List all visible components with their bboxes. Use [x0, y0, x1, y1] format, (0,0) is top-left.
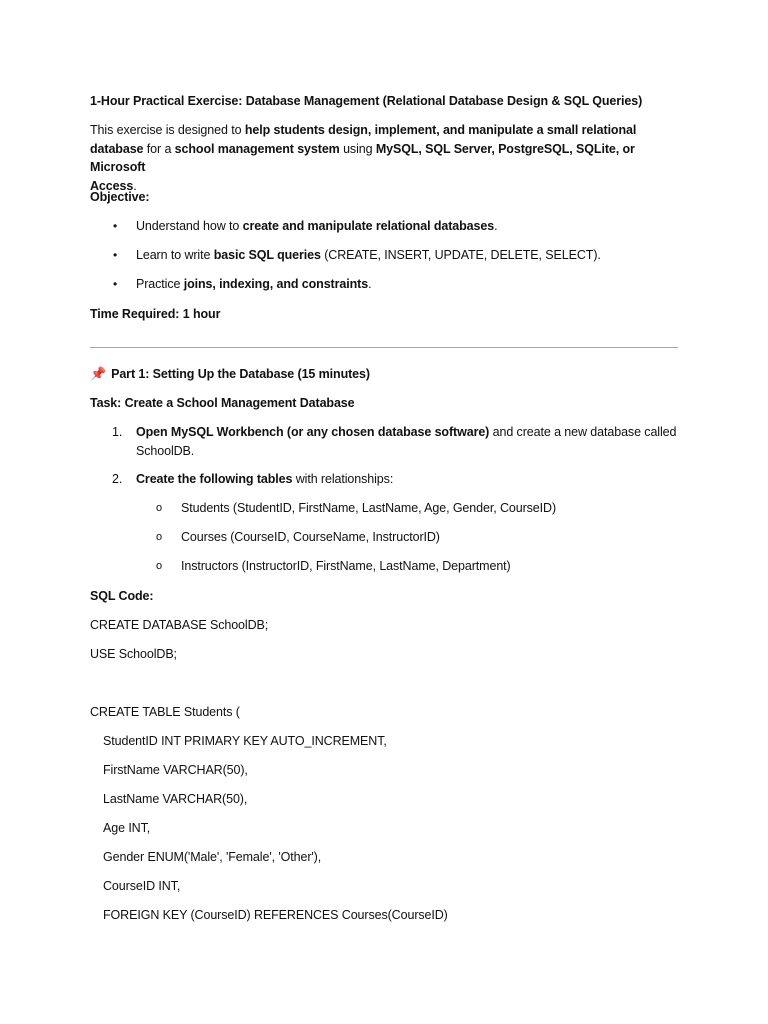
table-definition-item: Students (StudentID, FirstName, LastName, Age, Gender, CourseID) — [181, 501, 557, 515]
step-number: 1. — [112, 425, 123, 439]
code-line: CREATE TABLE Students ( — [90, 705, 240, 719]
bullet-marker: • — [113, 277, 118, 291]
code-line: Age INT, — [103, 821, 151, 835]
sql-code-heading: SQL Code: — [90, 589, 154, 603]
code-line: USE SchoolDB; — [90, 647, 177, 661]
document-title: 1-Hour Practical Exercise: Database Management (Relational Database Design & SQL Queries) — [90, 94, 643, 108]
objective-pre: Learn to write — [136, 248, 214, 262]
step-text-line2: SchoolDB. — [136, 443, 195, 458]
code-line: FOREIGN KEY (CourseID) REFERENCES Courses(CourseID) — [103, 908, 448, 922]
code-line: FirstName VARCHAR(50), — [103, 763, 248, 777]
intro-text-1: This exercise is designed to — [90, 123, 245, 137]
objective-item — [136, 275, 696, 294]
objective-item — [136, 246, 696, 265]
code-line: CourseID INT, — [103, 879, 181, 893]
objective-bold: basic SQL queries — [213, 248, 321, 262]
sub-bullet-marker: o — [156, 560, 163, 572]
intro-bold-1: help students design, implement, and manipulate a small relational — [244, 123, 637, 137]
part1-heading-text: Part 1: Setting Up the Database (15 minutes) — [111, 367, 370, 381]
objective-pre: Practice — [136, 277, 184, 291]
part1-heading — [90, 365, 370, 383]
intro-text-3: using — [339, 141, 376, 156]
objective-bold: create and manipulate relational databases — [242, 219, 495, 233]
time-required: Time Required: 1 hour — [90, 307, 221, 321]
intro-bold-3: school management system — [174, 141, 340, 156]
step-item — [136, 470, 696, 489]
step-bold: Open MySQL Workbench (or any chosen database software) — [136, 425, 490, 439]
objective-post: . — [494, 219, 498, 233]
objective-bold: joins, indexing, and constraints — [183, 277, 369, 291]
intro-bold-4: MySQL, SQL Server, PostgreSQL, SQLite, or Microsoft — [90, 141, 635, 174]
step-number: 2. — [112, 472, 123, 486]
step-text: with relationships: — [292, 472, 394, 486]
sub-bullet-marker: o — [156, 531, 163, 543]
table-definition-item: Instructors (InstructorID, FirstName, LastName, Department) — [181, 559, 511, 573]
step-bold: Create the following tables — [136, 472, 293, 486]
objective-heading: Objective: — [90, 190, 150, 204]
sub-bullet-marker: o — [156, 502, 163, 514]
pushpin-icon: 📌 — [90, 366, 107, 381]
code-line: StudentID INT PRIMARY KEY AUTO_INCREMENT, — [103, 734, 387, 748]
objective-post: . — [368, 277, 372, 291]
bullet-marker: • — [113, 219, 118, 233]
objective-pre: Understand how to — [136, 219, 243, 233]
intro-bold-5: Access — [90, 178, 134, 193]
intro-text-2: for a — [143, 141, 175, 156]
code-line: LastName VARCHAR(50), — [103, 792, 248, 806]
intro-paragraph — [90, 121, 680, 195]
bullet-marker: • — [113, 248, 118, 262]
objective-post: (CREATE, INSERT, UPDATE, DELETE, SELECT). — [320, 248, 601, 262]
table-definition-item: Courses (CourseID, CourseName, InstructorID) — [181, 530, 440, 544]
objective-item — [136, 217, 696, 236]
intro-text-4: . — [133, 178, 137, 193]
step-item — [136, 423, 696, 460]
task-heading: Task: Create a School Management Database — [90, 396, 355, 410]
code-line: CREATE DATABASE SchoolDB; — [90, 618, 269, 632]
step-text: and create a new database called — [489, 425, 677, 439]
code-line: Gender ENUM('Male', 'Female', 'Other'), — [103, 850, 322, 864]
intro-bold-2: database — [90, 141, 144, 156]
section-divider — [90, 347, 678, 348]
